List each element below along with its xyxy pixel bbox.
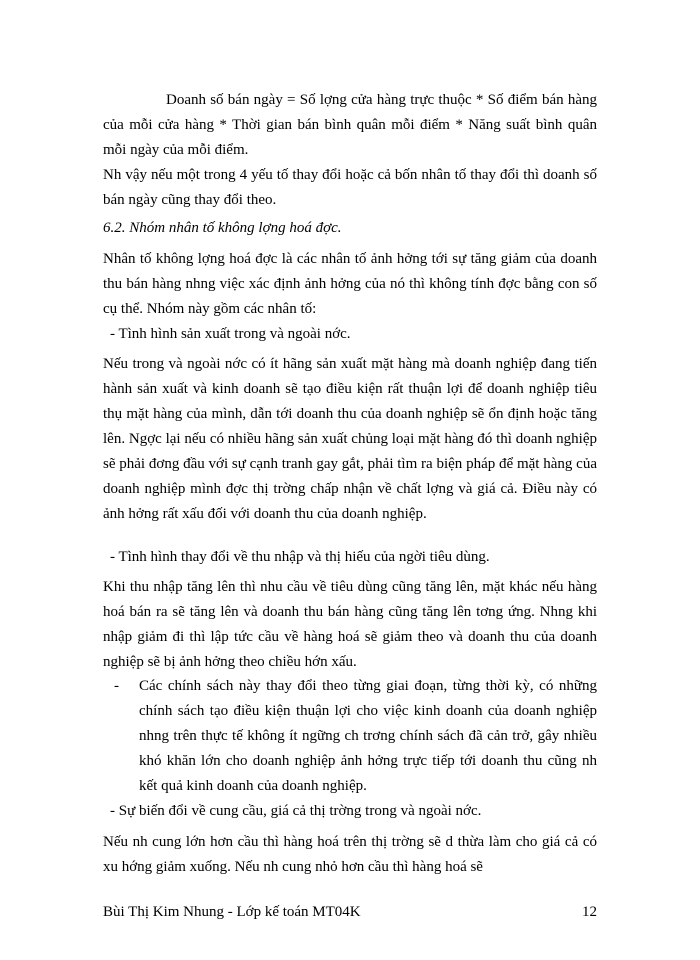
dash-item-supply-demand: - Sự biến đổi về cung cầu, giá cả thị trờng trong và ngoài nớc. <box>110 803 482 819</box>
supply-demand-paragraph: Nếu nh cung lớn hơn cầu thì hàng hoá trên thị trờng sẽ d thừa làm cho giá cả có xu hớng giảm xuống. Nếu nh cung nhỏ hơn cầu thì hàng hoá sẽ <box>103 834 597 875</box>
dash-item-production: - Tình hình sản xuất trong và ngoài nớc. <box>110 326 351 342</box>
page-number: 12 <box>582 904 597 920</box>
footer-author: Bùi Thị Kim Nhung - Lớp kế toán MT04K <box>103 904 361 920</box>
income-paragraph: Khi thu nhập tăng lên thì nhu cầu về tiêu dùng cũng tăng lên, mặt khác nếu hàng hoá bán ra sẽ tăng lên và doanh thu bán hàng cũng tăng lên tơng ứng. Nhng khi nhập giảm đi thì lập tức cầu về hàng hoá sẽ giảm theo và doanh thu của doanh nghiệp sẽ bị ảnh hởng theo chiều hớn xấu. <box>103 579 597 670</box>
policy-paragraph: Các chính sách này thay đổi theo từng giai đoạn, từng thời kỳ, có những chính sách tạo điều kiện thuận lợi cho việc kinh doanh của doanh nghiệp nhng trên thực tế không ít ngững ch trơng chính sách đã cản trở, gây nhiều khó khăn lớn cho doanh nghiệp ảnh hởng trực tiếp tới doanh thu cũng nh kết quả kinh doanh của doanh nghiệp. <box>139 678 597 794</box>
formula-paragraph: Doanh số bán ngày = Số lợng cửa hàng trực thuộc * Số điểm bán hàng của mỗi cửa hàng * Thời gian bán bình quân mỗi điểm * Năng suất bình quân mỗi ngày của mỗi điểm. <box>103 92 597 158</box>
dash-item-income: - Tình hình thay đổi về thu nhập và thị hiếu của ngời tiêu dùng. <box>110 549 490 565</box>
section-heading: 6.2. Nhóm nhân tố không lợng hoá đợc. <box>103 220 342 236</box>
production-paragraph: Nếu trong và ngoài nớc có ít hãng sản xuất mặt hàng mà doanh nghiệp đang tiến hành sản xuất và kinh doanh sẽ tạo điều kiện rất thuận lợi để doanh nghiệp tiêu thụ mặt hàng của mình, dẫn tới doanh thu của doanh nghiệp sẽ ổn định hoặc tăng lên. Ngợc lại nếu có nhiều hãng sản xuất chủng loại mặt hàng đó thì doanh nghiệp sẽ phải đơng đầu với sự cạnh tranh gay gắt, phải tìm ra biện pháp để mặt hàng của doanh nghiệp mình đợc thị trờng chấp nhận về chất lợng và giá cả. Điều này có ảnh hởng rất xấu đối với doanh thu của doanh nghiệp. <box>103 356 597 522</box>
conclusion-paragraph: Nh vậy nếu một trong 4 yếu tố thay đổi hoặc cả bốn nhân tố thay đổi thì doanh số bán ngày cũng thay đổi theo. <box>103 167 597 208</box>
bullet-dash: - <box>114 678 119 694</box>
intro-paragraph: Nhân tố không lợng hoá đợc là các nhân tố ảnh hởng tới sự tăng giảm của doanh thu bán hàng nhng việc xác định ảnh hởng của nó thì không tính đợc bằng con số cụ thể. Nhóm này gồm các nhân tố: <box>103 251 597 317</box>
